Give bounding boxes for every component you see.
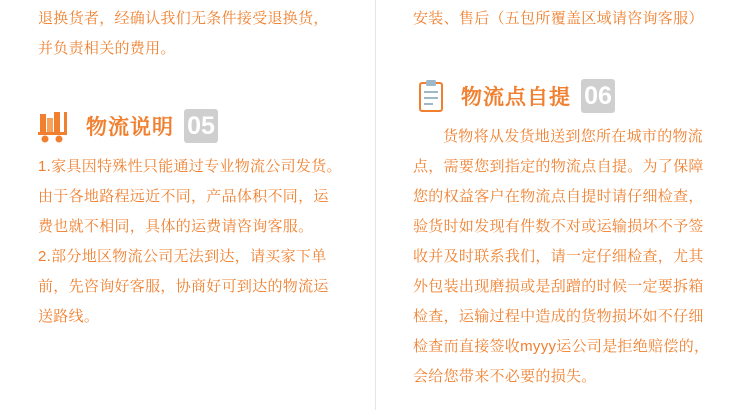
section-title: 物流说明 [86, 116, 174, 139]
right-column [375, 0, 750, 410]
right-continuation-text: 安装、售后（五包所覆盖区域请咨询客服） [413, 10, 704, 27]
section-title: 物流点自提 [461, 86, 571, 109]
section-header-logistics [38, 106, 343, 146]
clipboard-icon [413, 78, 451, 114]
left-continuation-text: 退换货者，经确认我们无条件接受退换货，并负责相关的费用。 [38, 10, 329, 57]
forklift-icon [38, 108, 76, 144]
section-number-badge: 06 [581, 79, 615, 113]
logistics-paragraph-2: 2.部分地区物流公司无法到达，请买家下单前，先咨询好客服，协商好可到达的物流运送路线。 [38, 248, 329, 325]
section-header-pickup [413, 76, 718, 116]
section-number-badge: 05 [184, 109, 218, 143]
logistics-paragraph-1: 1.家具因特殊性只能通过专业物流公司发货。由于各地路程远近不同，产品体积不同，运费也就不相同，具体的运费请咨询客服。 [38, 158, 342, 235]
pickup-paragraph-1: 货物将从发货地送到您所在城市的物流点，需要您到指定的物流点自提。为了保障您的权益客户在物流点自提时请仔细检查，验货时如发现有件数不对或运输损坏不予签收并及时联系我们，请一定仔细检查，尤其外包装出现磨损或是刮蹭的时候一定要拆箱检查，运输过程中造成的货物损坏如不仔细检查而直接签收myyy运公司是拒绝赔偿的，会给您带来不必要的损失。 [413, 128, 710, 385]
